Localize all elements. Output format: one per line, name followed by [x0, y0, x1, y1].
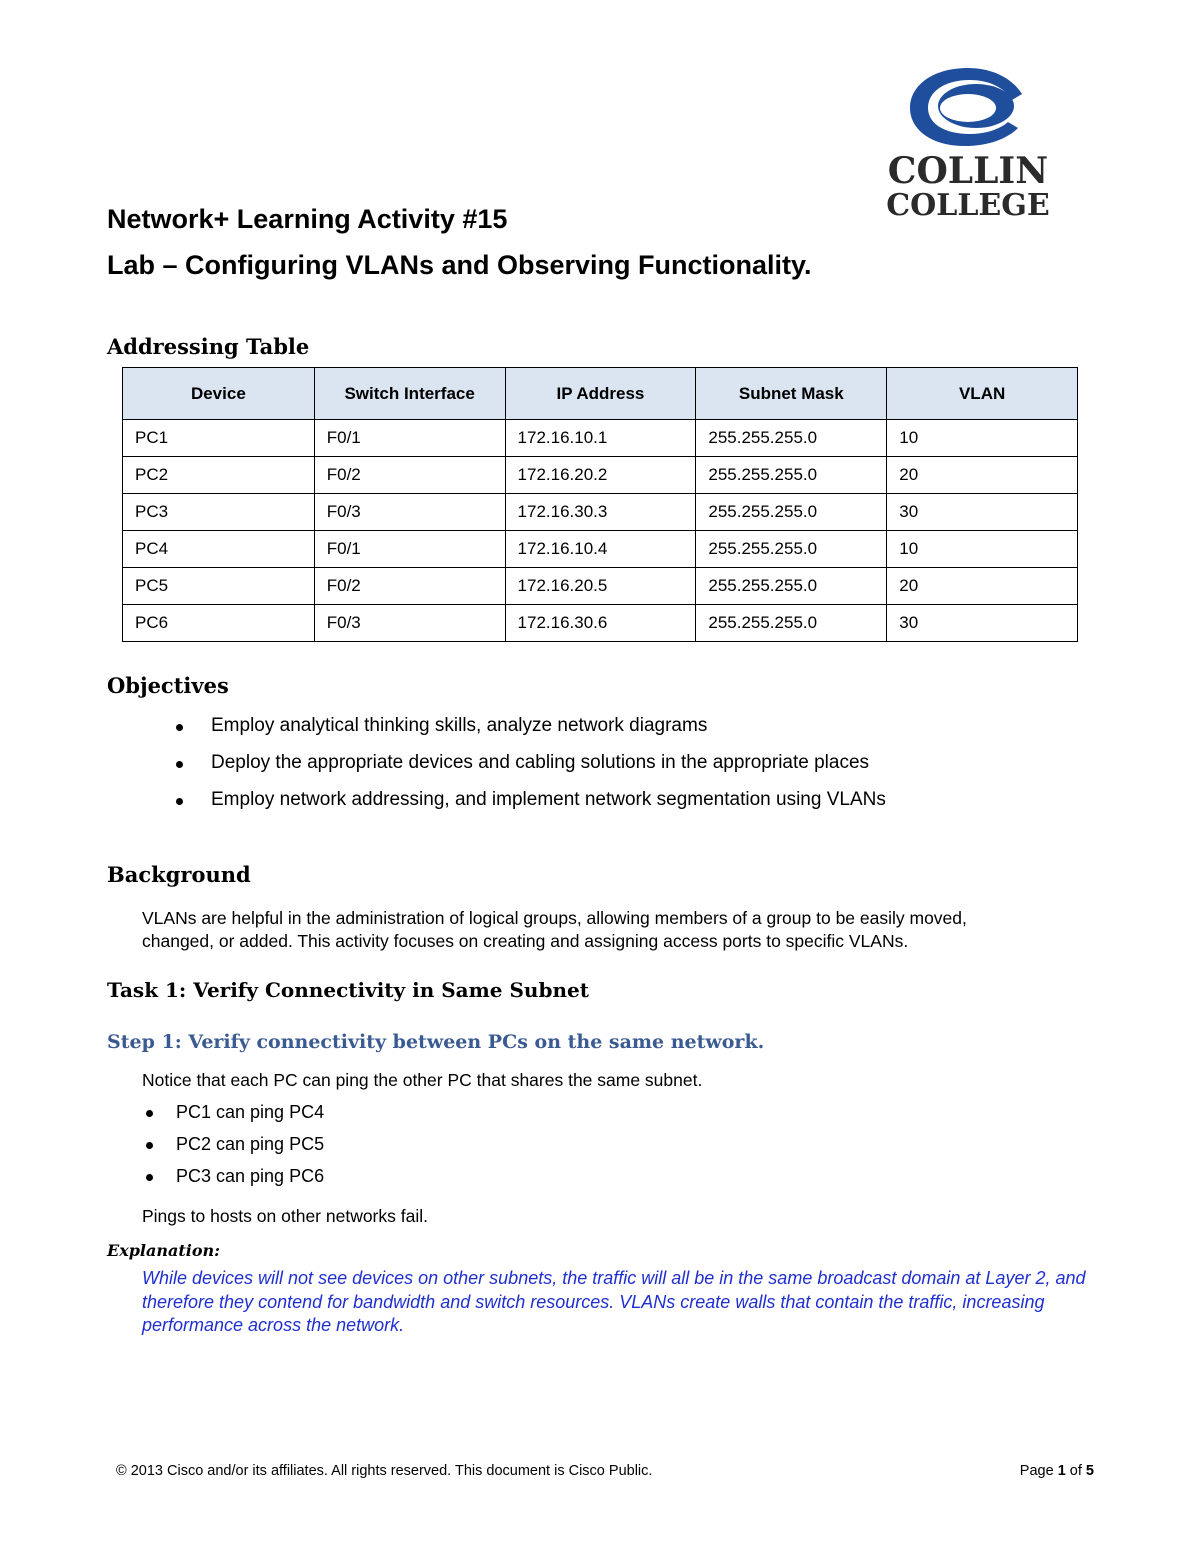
document-title	[107, 196, 812, 288]
cell-vlan: 30	[887, 605, 1078, 642]
cell-mask: 255.255.255.0	[696, 531, 887, 568]
cell-device: PC4	[123, 531, 315, 568]
list-item	[176, 1134, 324, 1166]
objective-text: Deploy the appropriate devices and cabling solutions in the appropriate places	[211, 752, 870, 773]
ping-list	[176, 1102, 324, 1198]
cell-ip: 172.16.10.1	[505, 420, 696, 457]
cell-mask: 255.255.255.0	[696, 457, 887, 494]
footer-page-number	[1020, 1463, 1094, 1479]
cell-mask: 255.255.255.0	[696, 568, 887, 605]
objective-text: Employ analytical thinking skills, analyze network diagrams	[211, 715, 708, 736]
bullet-icon	[146, 1110, 153, 1117]
title-line1: Network+ Learning Activity #15	[107, 204, 508, 234]
bullet-icon	[146, 1174, 153, 1181]
step1-heading: Step 1: Verify connectivity between PCs on the same network.	[107, 1031, 765, 1053]
cell-ip: 172.16.30.3	[505, 494, 696, 531]
cell-interface: F0/2	[314, 568, 505, 605]
objective-text: Employ network addressing, and implement network segmentation using VLANs	[211, 789, 886, 810]
bullet-icon	[176, 761, 183, 768]
cell-ip: 172.16.20.2	[505, 457, 696, 494]
collin-college-logo	[872, 66, 1064, 218]
footer-copyright: © 2013 Cisco and/or its affiliates. All rights reserved. This document is Cisco Public.	[116, 1463, 653, 1479]
cell-mask: 255.255.255.0	[696, 605, 887, 642]
table-row	[123, 457, 1078, 494]
cell-mask: 255.255.255.0	[696, 494, 887, 531]
cell-interface: F0/1	[314, 531, 505, 568]
list-item	[211, 789, 886, 826]
explanation-text: While devices will not see devices on other subnets, the traffic will all be in the same broadcast domain at Layer 2, and therefore they contend for bandwidth and switch resources. VLANs create walls that contain the traffic, increasing performance across the network.	[142, 1268, 1086, 1335]
task1-heading: Task 1: Verify Connectivity in Same Subnet	[107, 978, 589, 1002]
step1-outro: Pings to hosts on other networks fail.	[142, 1206, 428, 1226]
cell-vlan: 30	[887, 494, 1078, 531]
cell-interface: F0/1	[314, 420, 505, 457]
list-item	[176, 1166, 324, 1198]
cell-ip: 172.16.10.4	[505, 531, 696, 568]
page-current: 1	[1057, 1463, 1066, 1479]
background-text	[142, 907, 967, 953]
addressing-table-heading: Addressing Table	[107, 334, 310, 359]
cell-interface: F0/3	[314, 605, 505, 642]
explanation-label: Explanation:	[107, 1241, 221, 1260]
table-row	[123, 568, 1078, 605]
bullet-icon	[146, 1142, 153, 1149]
header-vlan: VLAN	[887, 368, 1078, 420]
cell-vlan: 10	[887, 420, 1078, 457]
table-row	[123, 531, 1078, 568]
addressing-table	[122, 367, 1078, 642]
cell-mask: 255.255.255.0	[696, 420, 887, 457]
logo-line2: COLLEGE	[886, 188, 1050, 218]
cell-ip: 172.16.20.5	[505, 568, 696, 605]
cell-ip: 172.16.30.6	[505, 605, 696, 642]
step1-intro: Notice that each PC can ping the other PC that shares the same subnet.	[142, 1070, 703, 1090]
table-header-row	[123, 368, 1078, 420]
cell-device: PC1	[123, 420, 315, 457]
background-line2: changed, or added. This activity focuses on creating and assigning access ports to specific VLANs.	[142, 931, 909, 951]
bullet-icon	[176, 724, 183, 731]
header-switch-interface: Switch Interface	[314, 368, 505, 420]
table-row	[123, 605, 1078, 642]
cell-device: PC5	[123, 568, 315, 605]
list-item	[211, 715, 886, 752]
objectives-heading: Objectives	[107, 673, 229, 698]
ping-text: PC2 can ping PC5	[176, 1134, 325, 1154]
list-item	[176, 1102, 324, 1134]
page-prefix: Page	[1019, 1463, 1054, 1479]
header-device: Device	[123, 368, 315, 420]
cell-vlan: 20	[887, 568, 1078, 605]
cell-device: PC2	[123, 457, 315, 494]
background-heading: Background	[107, 862, 251, 887]
cell-vlan: 20	[887, 457, 1078, 494]
table-row	[123, 420, 1078, 457]
ping-text: PC1 can ping PC4	[176, 1102, 325, 1122]
page-total: 5	[1085, 1463, 1094, 1479]
cell-interface: F0/2	[314, 457, 505, 494]
cell-vlan: 10	[887, 531, 1078, 568]
logo-line1: COLLIN	[887, 150, 1049, 192]
header-subnet-mask: Subnet Mask	[696, 368, 887, 420]
ping-text: PC3 can ping PC6	[176, 1166, 325, 1186]
cell-device: PC6	[123, 605, 315, 642]
table-row	[123, 494, 1078, 531]
cell-interface: F0/3	[314, 494, 505, 531]
objectives-list	[211, 715, 886, 826]
list-item	[211, 752, 886, 789]
background-line1: VLANs are helpful in the administration of logical groups, allowing members of a group to be easily moved,	[142, 908, 967, 928]
header-ip-address: IP Address	[505, 368, 696, 420]
cell-device: PC3	[123, 494, 315, 531]
bullet-icon	[176, 798, 183, 805]
title-line2: Lab – Configuring VLANs and Observing Functionality.	[107, 250, 812, 280]
page-of: of	[1069, 1463, 1082, 1479]
